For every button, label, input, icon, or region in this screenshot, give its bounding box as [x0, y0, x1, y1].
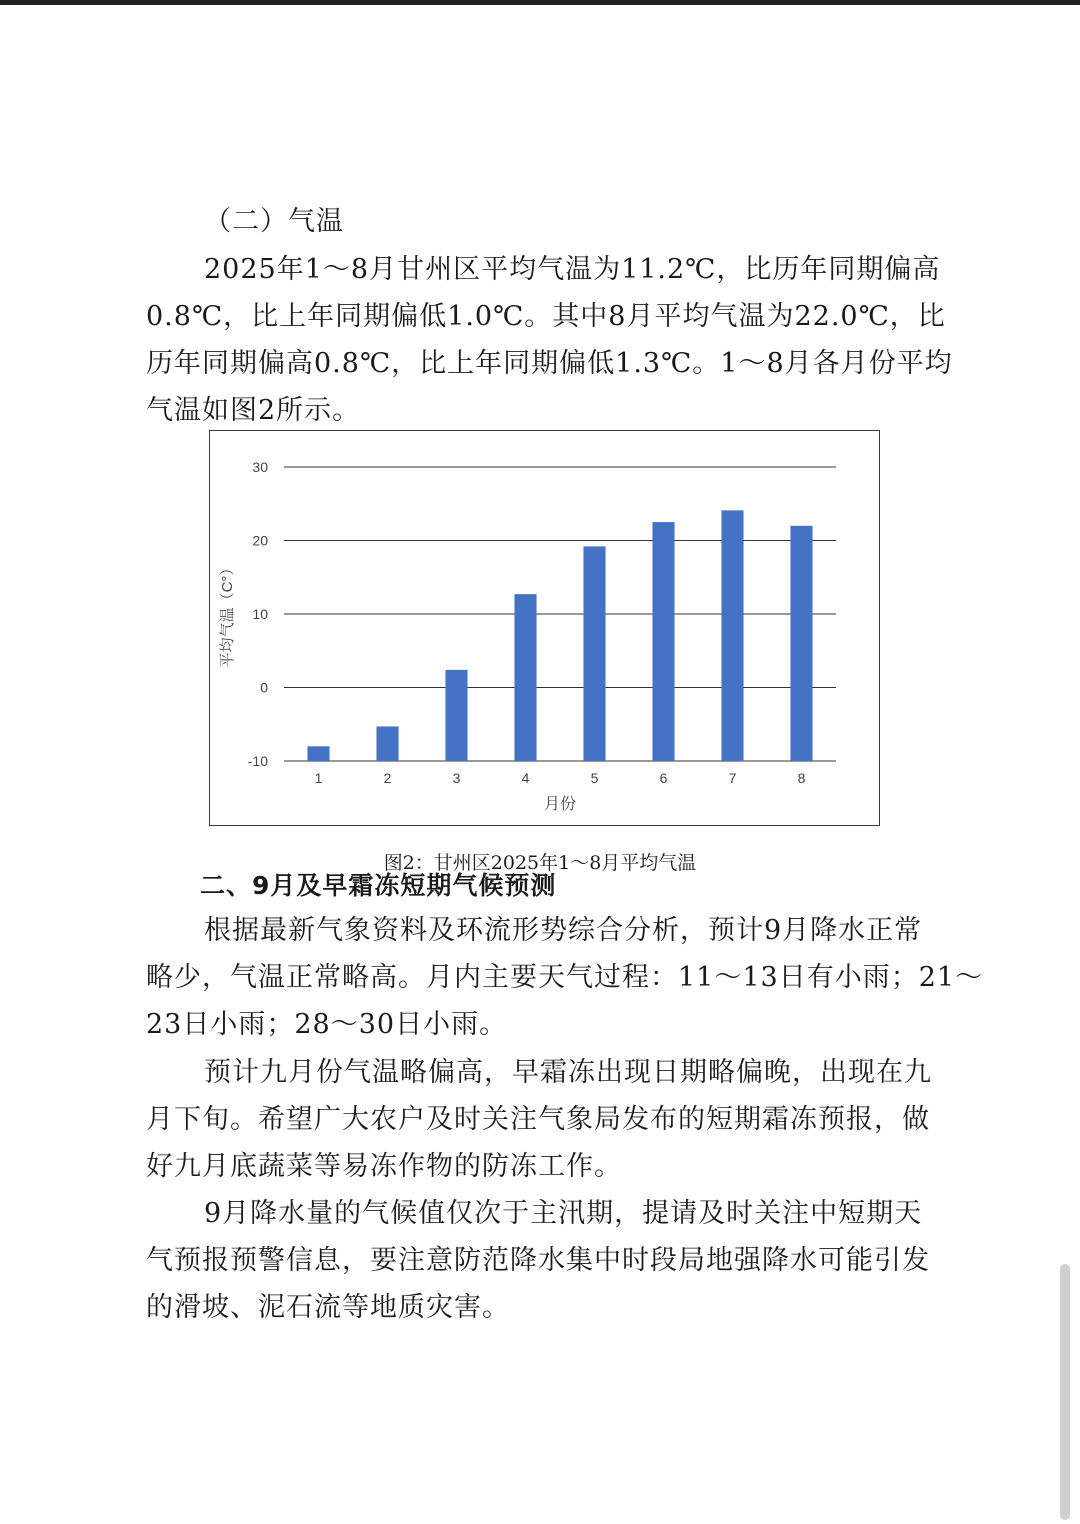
x-tick-label: 7	[728, 770, 737, 786]
x-axis-label: 月份	[543, 796, 577, 813]
paragraph-line: 9月降水量的气候值仅次于主汛期，提请及时关注中短期天	[204, 1198, 923, 1229]
y-tick-label: 0	[260, 679, 268, 696]
paragraph-line: 略少，气温正常略高。月内主要天气过程：11～13日有小雨；21～	[146, 962, 984, 993]
paragraph-line: 月下旬。希望广大农户及时关注气象局发布的短期霜冻预报，做	[146, 1104, 930, 1135]
scrollbar-thumb[interactable]	[1060, 1264, 1070, 1520]
x-tick-label: 8	[797, 770, 806, 786]
bar	[445, 670, 467, 761]
section-heading: 二、9月及早霜冻短期气候预测	[200, 871, 557, 900]
y-tick-label: 30	[252, 459, 268, 475]
y-tick-label: -10	[247, 753, 268, 769]
bar	[721, 510, 743, 761]
bar	[790, 526, 812, 761]
temperature-chart	[209, 430, 880, 826]
paragraph-line: 0.8℃，比上年同期偏低1.0℃。其中8月平均气温为22.0℃，比	[146, 301, 946, 332]
paragraph-line: 2025年1～8月甘州区平均气温为11.2℃，比历年同期偏高	[204, 254, 941, 285]
paragraph-line: 预计九月份气温略偏高，早霜冻出现日期略偏晚，出现在九	[204, 1057, 932, 1088]
paragraph-line: 气温如图2所示。	[146, 395, 361, 426]
x-tick-label: 3	[452, 770, 461, 786]
x-tick-label: 4	[521, 770, 530, 786]
paragraph-line: 好九月底蔬菜等易冻作物的防冻工作。	[146, 1151, 622, 1182]
paragraph-line: 的滑坡、泥石流等地质灾害。	[146, 1292, 510, 1323]
x-tick-label: 2	[383, 770, 392, 786]
bar	[514, 594, 536, 761]
x-tick-label: 5	[590, 770, 599, 786]
paragraph-line: 历年同期偏高0.8℃，比上年同期偏低1.3℃。1～8月各月份平均	[146, 348, 953, 379]
chart-svg	[210, 431, 881, 827]
y-tick-label: 20	[252, 532, 268, 549]
section-title: （二）气温	[204, 206, 344, 237]
paragraph-line: 气预报预警信息，要注意防范降水集中时段局地强降水可能引发	[146, 1245, 930, 1276]
bar	[307, 746, 329, 761]
paragraph-line: 23日小雨；28～30日小雨。	[146, 1009, 508, 1040]
y-axis-label: 平均气温（C°）	[219, 560, 236, 668]
bar	[376, 726, 398, 761]
x-tick-label: 1	[314, 770, 323, 786]
bar	[652, 522, 674, 761]
paragraph-line: 根据最新气象资料及环流形势综合分析，预计9月降水正常	[204, 915, 923, 946]
y-tick-label: 10	[252, 606, 268, 622]
bar	[583, 546, 605, 761]
x-tick-label: 6	[659, 770, 668, 786]
figure-caption: 图2：甘州区2025年1～8月平均气温	[383, 852, 697, 874]
